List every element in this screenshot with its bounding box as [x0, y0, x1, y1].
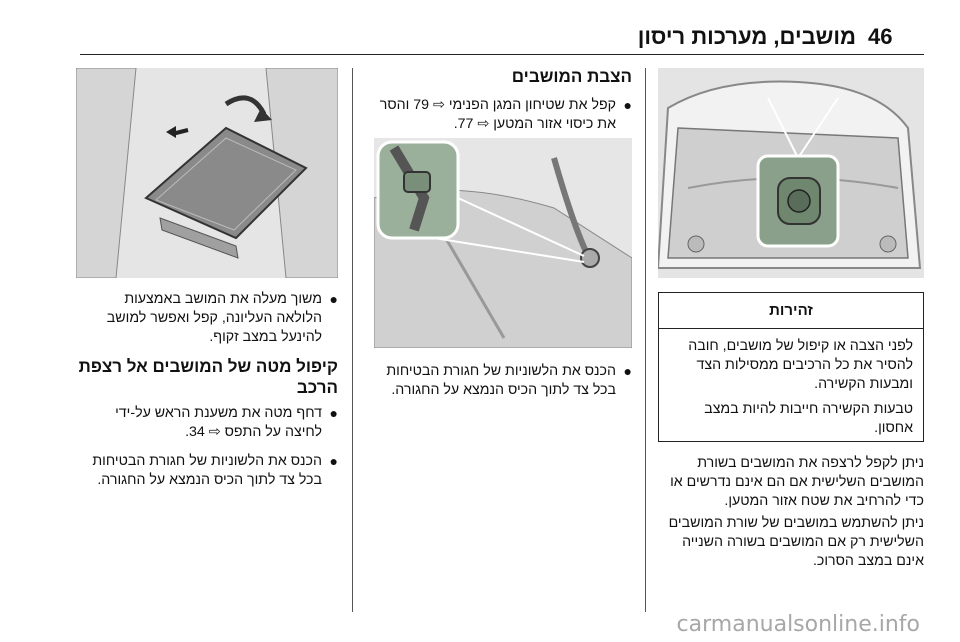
warning-title: זהירות: [659, 293, 923, 329]
seatbelt-photo: [374, 138, 632, 348]
watermark: carmanualsonline.info: [676, 612, 920, 637]
warning-body: [659, 329, 923, 452]
left-bullet-1-text: משוך מעלה את המושב באמצעות הלולאה העליונה, קפל ואפשר למושב להינעל במצב זקוף.: [106, 291, 322, 345]
right-paragraph-2: ניתן להשתמש במושבים של שורת המושבים השלישית רק אם המושבים בשורה השנייה אינם במצב הסרוכ.: [668, 515, 924, 569]
bullet-dot: ●: [329, 291, 338, 307]
mid-bullet-1-text: קפל את שטיחון המגן הפנימי ⇨ 79 והסר את כיסוי אזור המטען ⇨ 77.: [379, 97, 616, 132]
left-bullet-3-text: הכנס את הלשוניות של חגורת הבטיחות בכל צד לתוך הכיס הנמצא על החגורה.: [92, 453, 322, 488]
trunk-rings-photo: [658, 68, 924, 278]
mid-bullet-2-text: הכנס את הלשוניות של חגורת הבטיחות בכל צד לתוך הכיס הנמצא על החגורה.: [386, 363, 616, 398]
header-line: [80, 54, 924, 55]
right-paragraph-1: ניתן לקפל לרצפה את המושבים בשורת המושבים השלישית אם הם אינם נדרשים או כדי להרחיב את שטח אזור המטען.: [670, 455, 924, 509]
warning-box: [658, 292, 924, 442]
left-bullet-2-text: דחף מטה את משענת הראש על-ידי לחיצה על התפס ⇨ 34.: [115, 405, 322, 440]
warning-text-1: לפני הצבה או קיפול של מושבים, חובה להסיר את כל הרכיבים ממסילות הצד ומבעות הקשירה.: [688, 338, 913, 392]
mid-bullet-1: [366, 96, 632, 134]
left-bullet-3: [76, 452, 338, 490]
page-number: 46: [868, 24, 893, 49]
left-heading: קיפול מטה של המושבים אל רצפת הרכב: [78, 357, 338, 397]
column-separator-right: [645, 68, 646, 612]
left-bullet-1: [76, 290, 338, 347]
bullet-dot: ●: [623, 363, 632, 379]
bullet-dot: ●: [329, 453, 338, 469]
column-separator-left: [352, 68, 353, 612]
warning-text-2: טבעות הקשירה חייבות להיות במצב אחסון.: [704, 401, 913, 436]
bullet-dot: ●: [329, 405, 338, 421]
left-bullet-2: [76, 404, 338, 442]
mid-bullet-2: [366, 362, 632, 400]
bullet-dot: ●: [623, 97, 632, 113]
mid-heading: הצבת המושבים: [511, 67, 632, 86]
page-title: מושבים, מערכות ריסון: [637, 24, 856, 49]
folded-seat-photo: [76, 68, 338, 278]
